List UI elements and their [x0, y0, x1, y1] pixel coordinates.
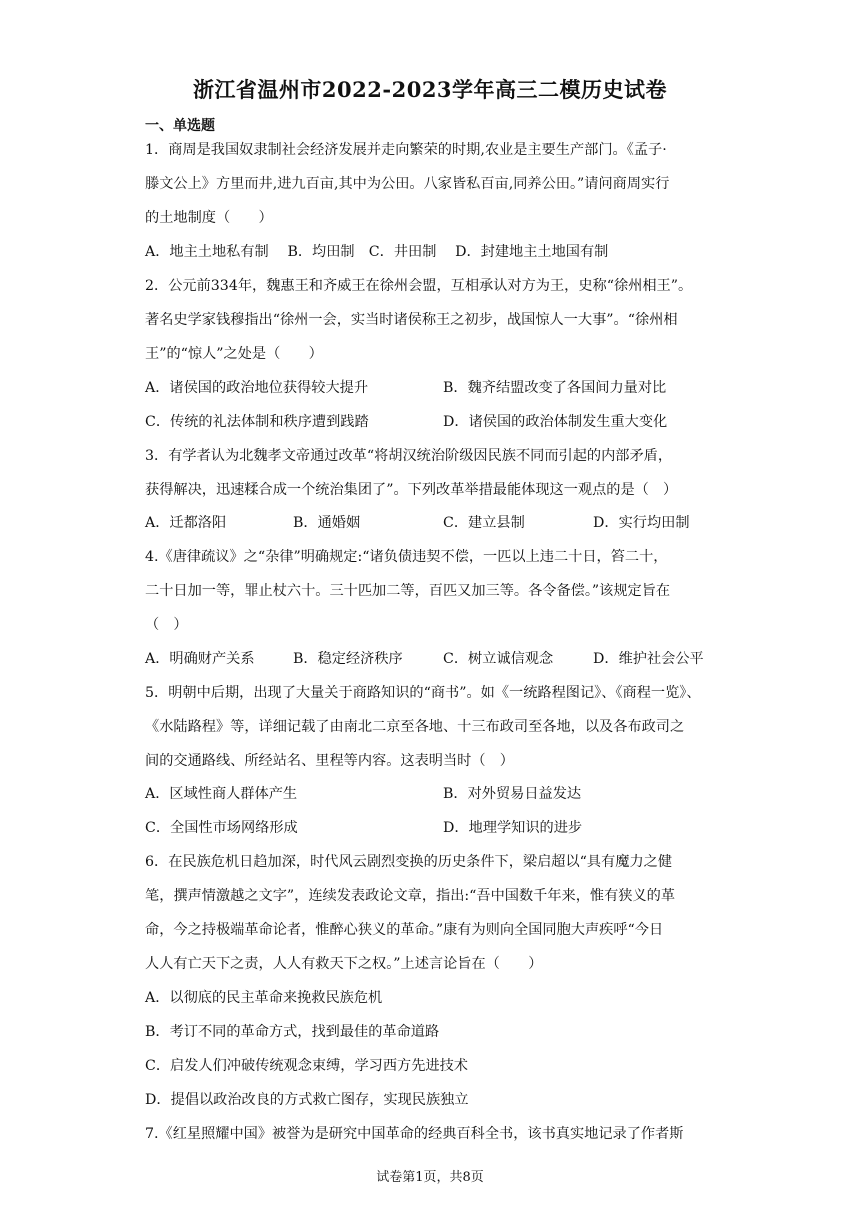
q5-line-1: 5．明朝中后期，出现了大量关于商路知识的“商书”。如《一统路程图记》、《商程一览》、: [145, 685, 701, 701]
q5-option-c: C．全国性市场网络形成: [145, 820, 298, 836]
section-heading: 一、单选题: [145, 118, 215, 134]
q2-line-2: 著名史学家钱穆指出“徐州一会，实当时诸侯称王之初步，战国惊人一大事”。“徐州相: [145, 312, 678, 328]
page-footer: 试卷第1页，共8页: [376, 1170, 484, 1185]
q6-option-a: A．以彻底的民主革命来挽救民族危机: [145, 990, 383, 1006]
q4-option-b: B．稳定经济秩序: [293, 651, 403, 667]
q4-line-1: 4.《唐律疏议》之“杂律”明确规定:“诸负债违契不偿，一匹以上违二十日，笞二十，: [145, 549, 668, 565]
q2-option-a: A．诸侯国的政治地位获得较大提升: [145, 380, 369, 396]
q5-line-3: 间的交通路线、所经站名、里程等内容。这表明当时（ ）: [145, 753, 514, 769]
page-title: 浙江省温州市2022-2023学年高三二模历史试卷: [192, 77, 668, 102]
q4-option-c: C．树立诚信观念: [443, 651, 554, 667]
q5-option-d: D．地理学知识的进步: [443, 820, 583, 836]
q1-line-1: 1．商周是我国奴隶制社会经济发展并走向繁荣的时期,农业是主要生产部门。《孟子·: [145, 142, 667, 158]
q1-line-3: 的土地制度（ ）: [145, 210, 273, 226]
q5-option-b: B．对外贸易日益发达: [443, 786, 582, 802]
q1-line-2: 滕文公上》方里而井,进九百亩,其中为公田。八家皆私百亩,同养公田。”请问商周实行: [145, 176, 670, 192]
q4-line-3: （ ）: [145, 617, 188, 633]
q5-option-a: A．区域性商人群体产生: [145, 786, 298, 802]
q6-line-4: 人人有亡天下之责，人人有救天下之权。”上述言论旨在（ ）: [145, 956, 543, 972]
q3-line-1: 3．有学者认为北魏孝文帝通过改革“将胡汉统治阶级因民族不同而引起的内部矛盾，: [145, 448, 673, 464]
q2-option-c: C．传统的礼法体制和秩序遭到践踏: [145, 414, 369, 430]
q6-line-3: 命，今之持极端革命论者，惟醉心狭义的革命。”康有为则向全国同胞大声疾呼“今日: [145, 922, 664, 938]
q6-line-1: 6．在民族危机日趋加深，时代风云剧烈变换的历史条件下，梁启超以“具有魔力之健: [145, 854, 673, 870]
q7-line-1: 7.《红星照耀中国》被誉为是研究中国革命的经典百科全书，该书真实地记录了作者斯: [145, 1126, 684, 1142]
q2-line-3: 王”的“惊人”之处是（ ）: [145, 346, 323, 362]
q1-options: A．地主土地私有制 B．均田制 C．井田制 D．封建地主土地国有制: [145, 244, 609, 260]
q6-line-2: 笔，撰声情激越之文字”，连续发表政论文章，指出:“吾中国数千年来，惟有狭义的革: [145, 888, 676, 904]
q6-option-d: D．提倡以政治改良的方式救亡图存，实现民族独立: [145, 1092, 469, 1108]
q6-option-c: C．启发人们冲破传统观念束缚，学习西方先进技术: [145, 1058, 468, 1074]
q3-option-d: D．实行均田制: [593, 515, 690, 531]
q5-line-2: 《水陆路程》等，详细记载了由南北二京至各地、十三布政司至各地，以及各布政司之: [145, 719, 685, 735]
q3-option-c: C．建立县制: [443, 515, 525, 531]
q3-line-2: 获得解决，迅速糅合成一个统治集团了”。下列改革举措最能体现这一观点的是（ ）: [145, 482, 678, 498]
q2-option-b: B．魏齐结盟改变了各国间力量对比: [443, 380, 667, 396]
q4-line-2: 二十日加一等，罪止杖六十。三十匹加二等，百匹又加三等。各令备偿。”该规定旨在: [145, 583, 671, 599]
q3-option-a: A．迁都洛阳: [145, 515, 227, 531]
q6-option-b: B．考订不同的革命方式，找到最佳的革命道路: [145, 1024, 440, 1040]
q4-option-d: D．维护社会公平: [593, 651, 704, 667]
q2-line-1: 2．公元前334年，魏惠王和齐威王在徐州会盟，互相承认对方为王，史称“徐州相王”。: [145, 278, 693, 294]
q3-option-b: B．通婚姻: [293, 515, 361, 531]
q2-option-d: D．诸侯国的政治体制发生重大变化: [443, 414, 668, 430]
q4-option-a: A．明确财产关系: [145, 651, 255, 667]
